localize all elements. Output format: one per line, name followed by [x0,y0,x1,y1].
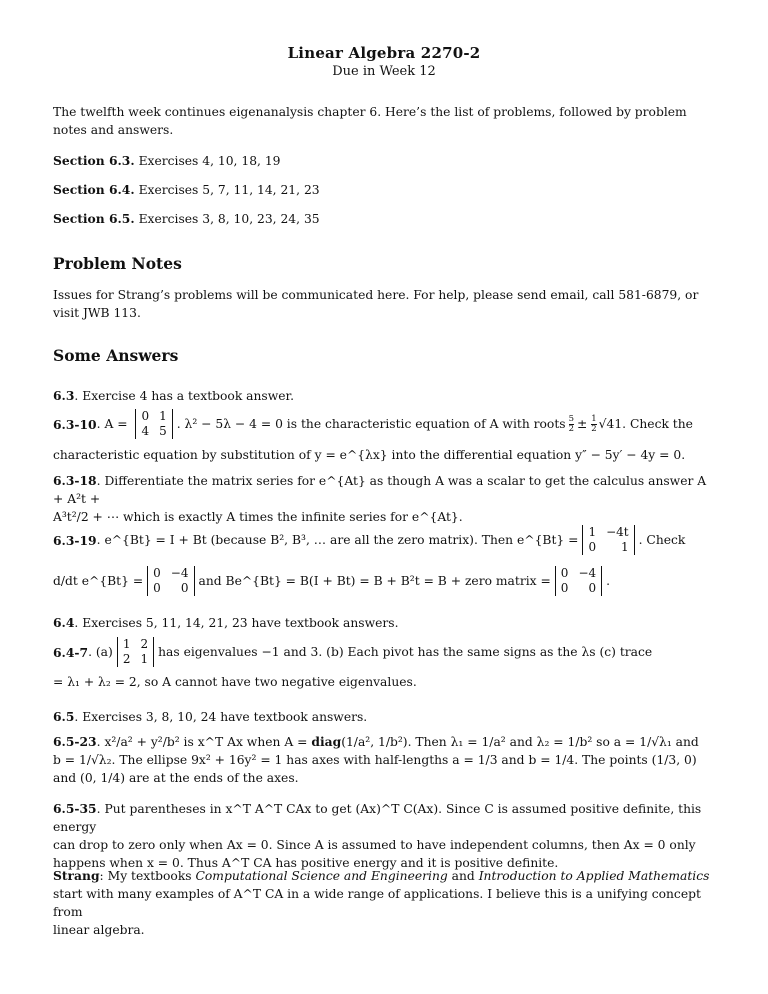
answer-text: happens when x = 0. Thus A^T CA has positive energy and it is positive definite. [53,856,559,870]
matrix-cell: 0 [588,540,597,554]
answer-text: b = 1/√λ₂. The ellipse 9x² + 16y² = 1 has axes with half-lengths a = 1/3 and b = 1/4. The points (1/3, 0) [53,753,697,767]
answer-text: . λ² − 5λ − 4 = 0 is the characteristic equation of A with roots [176,417,566,431]
answer-6-5-23 [53,733,716,787]
answer-label: 6.5-23 [53,734,97,749]
intro-paragraph: The twelfth week continues eigenanalysis chapter 6. Here’s the list of problems, followed by problem notes and answers. [53,105,687,137]
matrix-cell: 1 [588,525,597,539]
matrix [555,566,602,596]
answer-6-5-35 [53,800,716,872]
answer-6-5 [53,708,716,726]
answer-label: 6.5 [53,709,75,724]
answer-label: 6.4-7 [53,644,89,660]
answer-text: . Exercises 5, 11, 14, 21, 23 have textbook answers. [74,616,399,630]
problem-notes-heading: Problem Notes [53,254,182,273]
matrix-cell: 0 [588,581,597,595]
answer-text: and (0, 1/4) are at the ends of the axes. [53,771,299,785]
section-exercises: Exercises 5, 7, 11, 14, 21, 23 [138,183,320,197]
answer-text: : My textbooks [99,869,196,883]
answer-text: linear algebra. [53,923,145,937]
answer-6-3-18 [53,472,716,526]
matrix [582,525,634,555]
answer-6-3-10 [53,406,716,442]
matrix [117,637,154,667]
fraction-5-2: $\frac{5}{2}$ [568,413,575,434]
answer-label: 6.3-18 [53,473,97,488]
matrix-cell: 2 [140,637,149,651]
matrix-cell: 0 [180,581,189,595]
answer-label: 6.4 [53,615,75,630]
matrix-cell: 4 [141,424,150,438]
matrix-cell: −4 [578,566,597,580]
answer-6-3-19-line2 [53,563,716,599]
section-6-3-line [53,152,716,170]
answer-label: Strang [53,868,100,883]
book-title: Introduction to Applied Mathematics [478,869,710,883]
answer-text: . Exercises 3, 8, 10, 24 have textbook answers. [74,710,368,724]
section-label: Section 6.5. [53,211,135,226]
some-answers-heading: Some Answers [53,346,179,365]
section-label: Section 6.4. [53,182,135,197]
section-6-5-line [53,210,716,228]
section-exercises: Exercises 4, 10, 18, 19 [138,154,281,168]
answer-text: . Exercise 4 has a textbook answer. [74,389,294,403]
answer-label: 6.3-10 [53,416,97,432]
answer-text: . Put parentheses in x^T A^T CAx to get (Ax)^T C(Ax). Since C is assumed positive definite, this energy [53,802,702,834]
document-subtitle: Due in Week 12 [332,64,436,79]
answer-text: start with many examples of A^T CA in a wide range of applications. I believe this is a unifying concept from [53,887,701,919]
answer-text: √41. Check the [598,417,693,431]
fraction-1-2: $\frac{1}{2}$ [591,413,597,434]
matrix-cell: −4 [170,566,189,580]
answer-text: and Be^{Bt} = B(I + Bt) = B + B²t = B + zero matrix = [198,574,551,588]
section-label: Section 6.3. [53,153,135,168]
answer-6-3 [53,387,716,405]
matrix [135,409,172,439]
matrix-cell: 1 [159,409,167,423]
answer-text: can drop to zero only when Ax = 0. Since A is assumed to have independent columns, then Ax = 0 only [53,838,696,852]
answer-text: . A = [96,417,132,431]
answer-6-4-7-line2: = λ₁ + λ₂ = 2, so A cannot have two negative eigenvalues. [53,675,417,689]
book-title: Computational Science and Engineering [195,869,448,883]
section-exercises: Exercises 3, 8, 10, 23, 24, 35 [138,212,320,226]
matrix-cell: 0 [153,566,161,580]
answer-text: ± [577,417,592,431]
matrix-cell: 0 [153,581,161,595]
answer-text: . [606,574,611,588]
matrix-cell: 1 [122,637,131,651]
answer-text: has eigenvalues −1 and 3. (b) Each pivot has the same signs as the λs (c) trace [158,645,653,659]
matrix-cell: 0 [141,409,150,423]
answer-text: A³t²/2 + ⋯ which is exactly A times the infinite series for e^{At}. [53,510,463,524]
matrix-cell: 5 [159,424,167,438]
document-title: Linear Algebra 2270-2 [287,44,481,62]
answer-label: 6.3 [53,388,75,403]
answer-6-3-10-line2: characteristic equation by substitution of y = e^{λx} into the differential equation y″ − 5y′ − 4y = 0. [53,448,686,462]
matrix [147,566,194,596]
answer-text: . e^{Bt} = I + Bt (because B², B³, … are all the zero matrix). Then e^{Bt} = [96,533,579,547]
answer-text: d/dt e^{Bt} = [53,574,144,588]
answer-text: (1/a², 1/b²). Then λ₁ = 1/a² and λ₂ = 1/b² so a = 1/√λ₁ and [341,735,699,749]
answer-text: diag [311,734,342,749]
matrix-cell: −4t [606,525,629,539]
problem-notes-text: Issues for Strang’s problems will be communicated here. For help, please send email, call 581-6879, or visit JWB 113. [53,288,699,320]
matrix-cell: 2 [122,652,131,666]
answer-6-4 [53,614,716,632]
answer-text: and [447,869,479,883]
answer-text: . x²/a² + y²/b² is x^T Ax when A = [96,735,312,749]
answer-text: . Check [638,533,686,547]
answer-6-3-19 [53,522,716,558]
answer-label: 6.5-35 [53,801,97,816]
matrix-cell: 1 [620,540,629,554]
matrix-cell: 0 [560,581,569,595]
answer-6-4-7 [53,634,716,670]
section-6-4-line [53,181,716,199]
matrix-cell: 1 [140,652,149,666]
answer-text: . Differentiate the matrix series for e^{At} as though A was a scalar to get the calculus answer A + A²t + [53,474,707,506]
strang-note [53,867,716,939]
matrix-cell: 0 [560,566,569,580]
answer-text: . (a) [88,645,113,659]
answer-label: 6.3-19 [53,532,97,548]
